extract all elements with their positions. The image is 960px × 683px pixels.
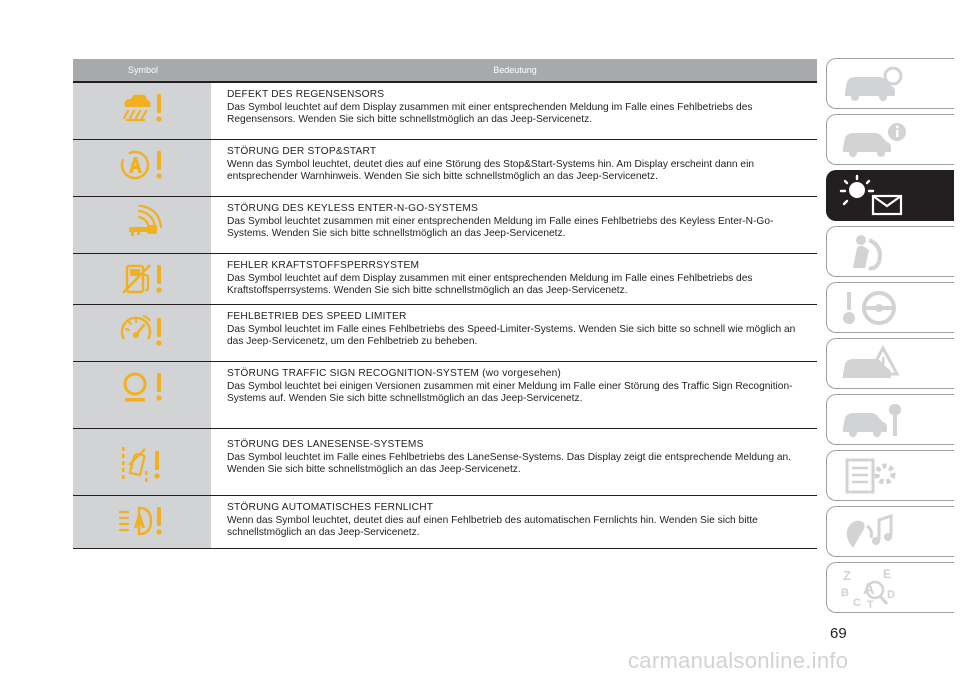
tab-technical-data[interactable] bbox=[826, 450, 954, 501]
row-text: Das Symbol leuchtet zusammen mit einer entsprechenden Meldung im Falle eines Fehlbetriebs des Keyless Enter-N-Go-Systems. Wenden Sie sich bitte schnellstmöglich an das Jeep-Servicenetz. bbox=[227, 215, 774, 239]
table-row bbox=[73, 140, 817, 197]
car-emergency-icon bbox=[839, 344, 909, 384]
auto-high-beam-failure-icon bbox=[117, 504, 167, 538]
row-text: Das Symbol leuchtet im Falle eines Fehlbetriebs des LaneSense-Systems. Das Display zeigt die entsprechende Meldung an. Wenden Sie sich bitte schnellstmöglich an das Jeep-Servicenetz. bbox=[227, 451, 792, 475]
car-maintenance-icon bbox=[839, 400, 909, 440]
svg-text:A: A bbox=[863, 580, 875, 598]
symbol-cell bbox=[73, 429, 213, 495]
row-title: STÖRUNG TRAFFIC SIGN RECOGNITION-SYSTEM (wo vorgesehen) bbox=[227, 368, 562, 379]
header-meaning: Bedeutung bbox=[493, 65, 537, 75]
symbol-cell bbox=[73, 254, 213, 304]
multimedia-icon bbox=[839, 512, 909, 552]
row-title: FEHLER KRAFTSTOFFSPERRSYSTEM bbox=[227, 260, 420, 271]
table-row bbox=[73, 83, 817, 140]
steering-start-icon bbox=[839, 288, 909, 328]
symbol-cell bbox=[73, 362, 213, 428]
svg-text:E: E bbox=[883, 566, 892, 581]
table-row bbox=[73, 362, 817, 429]
row-title: DEFEKT DES REGENSENSORS bbox=[227, 89, 385, 100]
svg-text:D: D bbox=[887, 588, 895, 601]
row-text: Das Symbol leuchtet auf dem Display zusammen mit einer entsprechenden Meldung im Falle eines Fehlbetriebs des Regensensors. Wenden Sie sich bitte schnellstmöglich an das Jeep-Servicenetz. bbox=[227, 101, 753, 125]
tab-warning-lights[interactable] bbox=[826, 170, 954, 221]
row-title: STÖRUNG AUTOMATISCHES FERNLICHT bbox=[227, 502, 434, 513]
table-row bbox=[73, 305, 817, 362]
car-info-icon bbox=[839, 120, 909, 160]
svg-text:Z: Z bbox=[843, 567, 851, 583]
table-row bbox=[73, 197, 817, 254]
tab-safety[interactable] bbox=[826, 226, 954, 277]
symbol-cell bbox=[73, 140, 213, 196]
table-row bbox=[73, 254, 817, 305]
tab-start-driving[interactable] bbox=[826, 282, 954, 333]
tab-car-search[interactable] bbox=[826, 58, 954, 109]
watermark: carmanualsonline.info bbox=[628, 648, 849, 673]
row-title: STÖRUNG DES LANESENSE-SYSTEMS bbox=[227, 439, 424, 450]
page-number: 69 bbox=[830, 625, 847, 642]
row-title: FEHLBETRIEB DES SPEED LIMITER bbox=[227, 311, 407, 322]
car-search-icon bbox=[839, 64, 909, 104]
header-symbol: Symbol bbox=[127, 65, 158, 75]
tab-index[interactable] bbox=[826, 562, 954, 613]
row-text: Das Symbol leuchtet bei einigen Versionen zusammen mit einer Meldung im Falle einer Störung des Traffic Sign Recognition-Systems auf. Wenden Sie sich bitte schnellstmöglich an das Jeep-Servicenetz. bbox=[227, 380, 793, 404]
row-title: STÖRUNG DES KEYLESS ENTER-N-GO-SYSTEMS bbox=[227, 203, 479, 214]
lanesense-failure-icon bbox=[117, 443, 167, 483]
row-text: Wenn das Symbol leuchtet, deutet dies auf einen Fehlbetrieb des automatischen Fernlichts hin. Wenden Sie sich bitte schnellstmöglich an das Jeep-Servicenetz. bbox=[227, 514, 758, 538]
table-row bbox=[73, 429, 817, 496]
table-header bbox=[73, 59, 817, 83]
specs-gear-icon bbox=[839, 456, 909, 496]
svg-text:T: T bbox=[867, 598, 874, 610]
tab-car-info[interactable] bbox=[826, 114, 954, 165]
svg-text:B: B bbox=[841, 586, 849, 599]
traffic-sign-failure-icon bbox=[117, 370, 167, 406]
index-letters-icon bbox=[839, 566, 909, 610]
tab-multimedia[interactable] bbox=[826, 506, 954, 557]
tab-maintenance[interactable] bbox=[826, 394, 954, 445]
tab-emergency[interactable] bbox=[826, 338, 954, 389]
rain-sensor-failure-icon bbox=[117, 91, 167, 125]
row-title: STÖRUNG DER STOP&START bbox=[227, 146, 377, 157]
table-row bbox=[73, 496, 817, 549]
keyless-failure-icon bbox=[117, 205, 167, 243]
row-text: Das Symbol leuchtet auf dem Display zusammen mit einer entsprechenden Meldung im Falle eines Fehlbetriebs des Kraftstoffsperrsystems. Wenden Sie sich bitte schnellstmöglich an das Jeep-Servicenetz. bbox=[227, 272, 753, 296]
symbol-cell bbox=[73, 496, 213, 548]
stop-start-failure-icon bbox=[117, 148, 167, 182]
symbol-cell bbox=[73, 197, 213, 253]
speed-limiter-failure-icon bbox=[117, 313, 167, 349]
warning-light-message-icon bbox=[839, 174, 919, 218]
chapter-tabs bbox=[826, 58, 956, 618]
warning-lights-table bbox=[73, 59, 817, 549]
safety-airbag-icon bbox=[839, 232, 909, 272]
symbol-cell bbox=[73, 83, 213, 139]
row-text: Wenn das Symbol leuchtet, deutet dies auf eine Störung des Stop&Start-Systems hin. Am Display erscheint dann ein entsprechender Warnhinweis. Wenden Sie sich bitte schnellstmöglich an das Jeep-Servicenetz. bbox=[227, 158, 755, 182]
svg-text:C: C bbox=[853, 596, 861, 609]
row-text: Das Symbol leuchtet im Falle eines Fehlbetriebs des Speed-Limiter-Systems. Wenden Sie sich bitte so schnell wie möglich an das Jeep-Servicenetz, um den Fehlbetrieb zu beheben. bbox=[227, 323, 796, 347]
symbol-cell bbox=[73, 305, 213, 361]
fuel-cutoff-failure-icon bbox=[117, 262, 167, 296]
